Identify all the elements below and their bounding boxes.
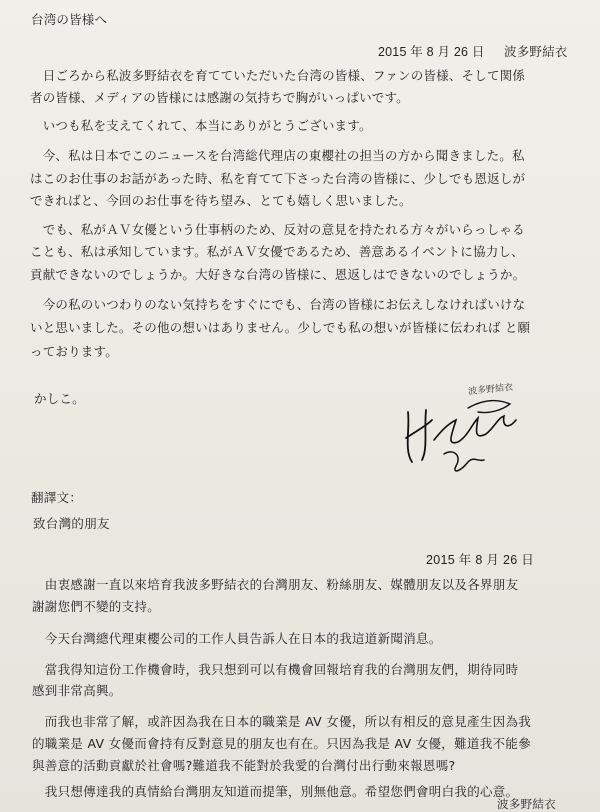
translation-line-6: 而我也非常了解，或許因為我在日本的職業是 AV 女優，所以有相反的意見產生因為我 (32, 714, 532, 729)
translation-author: 波多野結衣 (497, 797, 556, 811)
letter-line-2: 者の皆様、メディアの皆様には感謝の気持ちで胸がいっぱいです。 (30, 90, 409, 105)
letter-salutation: 台湾の皆様へ (31, 12, 108, 27)
letter-line-7: でも、私がＡＶ女優という仕事柄のため、反対の意見を持たれる方々がいらっしゃる (30, 222, 525, 237)
translation-line-5: 感到非常高興。 (32, 683, 122, 698)
letter-author-header: 波多野結衣 (504, 44, 568, 59)
letter-closing: かしこ。 (34, 391, 85, 406)
translation-line-1: 由衷感謝一直以來培育我波多野結衣的台灣朋友、粉絲朋友、媒體朋友以及各界朋友 (32, 577, 519, 592)
handwritten-signature (398, 390, 528, 480)
letter-line-8: ことも、私は承知しています。私がＡＶ女優であるため、善意あるイベントに協力し、 (30, 244, 524, 259)
letter-line-11: いと思いました。その他の想いはありません。少しでも私の想いが皆様に伝われば と願 (30, 320, 531, 335)
letter-line-6: できればと、今回のお仕事を待ち望み、とても嬉しく思いました。 (30, 193, 412, 208)
translation-date: 2015 年 8 月 26 日 (426, 553, 535, 567)
translation-line-9: 我只想傳達我的真情給台灣朋友知道而提筆，別無他意。希望您們會明白我的心意。 (32, 784, 519, 799)
translation-line-8: 與善意的活動貢獻於社會嗎?難道我不能對於我愛的台灣付出行動來報恩嗎? (32, 758, 456, 773)
letter-line-9: 貢献できないのでしょうか。大好きな台湾の皆様に、恩返しはできないのでしょうか。 (30, 267, 526, 282)
letter-line-5: はこのお仕事のお話があった時、私を育てて下さった台湾の皆様に、少しでも恩返しが (30, 171, 526, 186)
letter-line-12: っております。 (30, 344, 118, 359)
translation-heading: 翻譯文： (31, 490, 83, 505)
signature-stamp: 波多野結衣 (467, 382, 514, 398)
letter-line-3: いつも私を支えてくれて、本当にありがとうございます。 (30, 118, 372, 133)
letter-line-10: 今の私のいつわりのない気持ちをすぐにでも、台湾の皆様にお伝えしなければいけな (30, 297, 526, 312)
translation-salutation: 致台灣的朋友 (33, 516, 110, 531)
translation-line-3: 今天台灣總代理東櫻公司的工作人員告訴人在日本的我這道新聞消息。 (32, 631, 442, 646)
letter-date: 2015 年 8 月 26 日 (378, 45, 485, 59)
translation-line-7: 的職業是 AV 女優而會持有反對意見的朋友也有在。只因為我是 AV 女優，難道我不能參 (32, 736, 531, 751)
letter-line-4: 今、私は日本でこのニュースを台湾総代理店の東櫻社の担当の方から聞きました。私 (30, 148, 525, 163)
letter-line-1: 日ごろから私波多野結衣を育てていただいた台湾の皆様、ファンの皆様、そして関係 (30, 68, 526, 83)
translation-line-4: 當我得知這份工作機會時，我只想到可以有機會回報培育我的台灣朋友們，期待同時 (32, 662, 519, 677)
translation-line-2: 謝謝您們不變的支持。 (32, 599, 161, 614)
